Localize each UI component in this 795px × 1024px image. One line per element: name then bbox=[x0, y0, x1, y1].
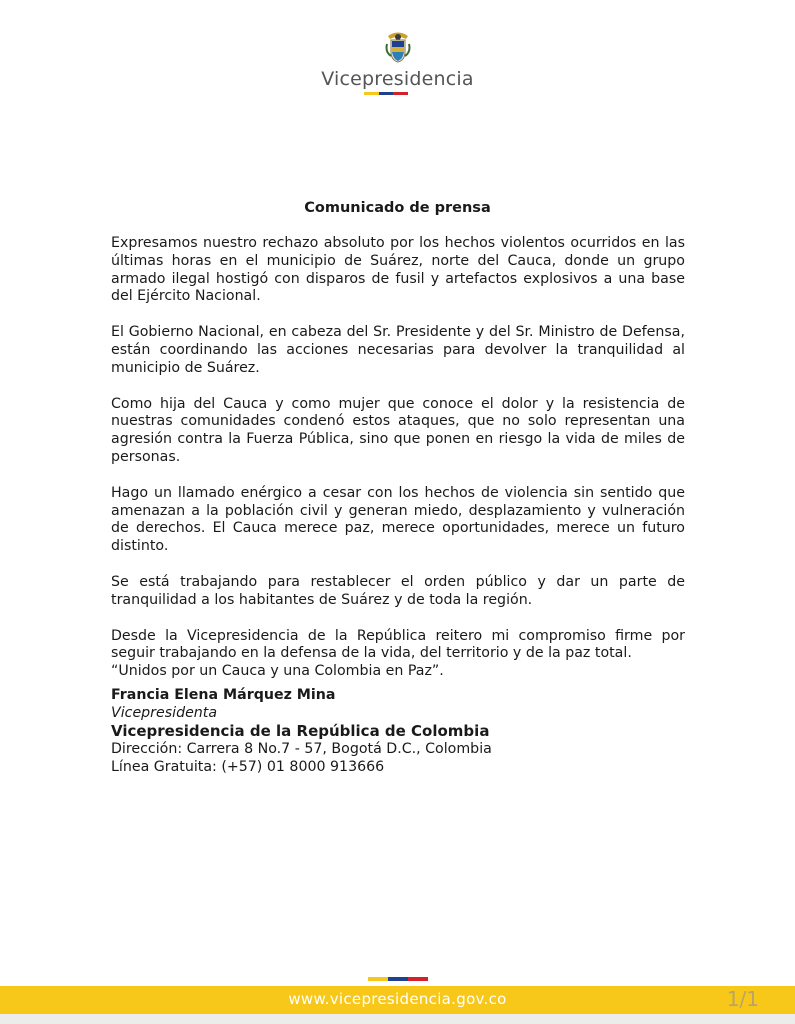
paragraph: Hago un llamado enérgico a cesar con los hechos de violencia sin sentido que amenazan a la población civil y generan miedo, desplazamiento y vulneración de derechos. El Cauca merece paz, merece oportunidades, merece un futuro distinto. bbox=[111, 484, 685, 555]
organization-name: Vicepresidencia de la República de Colombia bbox=[111, 722, 490, 740]
brand-color-bar bbox=[364, 92, 408, 95]
signer-role: Vicepresidenta bbox=[111, 705, 218, 721]
brand-name: Vicepresidencia bbox=[321, 68, 474, 90]
signature-block bbox=[111, 686, 492, 776]
paragraph: Como hija del Cauca y como mujer que conoce el dolor y la resistencia de nuestras comunidades condenó estos ataques, que no solo representan una agresión contra la Fuerza Pública, sino que ponen en riesgo la vida de miles de personas. bbox=[111, 395, 685, 465]
bottom-edge bbox=[0, 1014, 795, 1024]
closing-text: Desde la Vicepresidencia de la República reitero mi compromiso firme por seguir trabajando en la defensa de la vida, del territorio y de la paz total. bbox=[111, 627, 685, 662]
header bbox=[0, 30, 795, 95]
paragraph: Expresamos nuestro rechazo absoluto por los hechos violentos ocurridos en las últimas horas en el municipio de Suárez, norte del Cauca, donde un grupo armado ilegal hostigó con disparos de fusil y artefactos explosivos a una base del Ejército Nacional. bbox=[111, 235, 685, 305]
signer-name: Francia Elena Márquez Mina bbox=[111, 687, 336, 703]
paragraph: El Gobierno Nacional, en cabeza del Sr. Presidente y del Sr. Ministro de Defensa, están coordinando las acciones necesarias para devolver la tranquilidad al municipio de Suárez. bbox=[111, 324, 685, 376]
closing-slogan: “Unidos por un Cauca y una Colombia en Paz”. bbox=[111, 663, 444, 680]
address: Dirección: Carrera 8 No.7 - 57, Bogotá D.C., Colombia bbox=[111, 741, 492, 757]
paragraph: Se está trabajando para restablecer el orden público y dar un parte de tranquilidad a los habitantes de Suárez y de toda la región. bbox=[111, 573, 685, 608]
document-body bbox=[111, 235, 685, 699]
coat-of-arms-icon bbox=[385, 30, 411, 64]
document-title: Comunicado de prensa bbox=[304, 200, 491, 216]
phone-line: Línea Gratuita: (+57) 01 8000 913666 bbox=[111, 759, 385, 775]
closing-paragraph bbox=[111, 628, 685, 681]
footer-bar bbox=[0, 986, 795, 1014]
footer-color-strip bbox=[368, 977, 428, 981]
website-link[interactable]: www.vicepresidencia.gov.co bbox=[288, 990, 507, 1008]
page-number: 1/1 bbox=[726, 987, 759, 1011]
